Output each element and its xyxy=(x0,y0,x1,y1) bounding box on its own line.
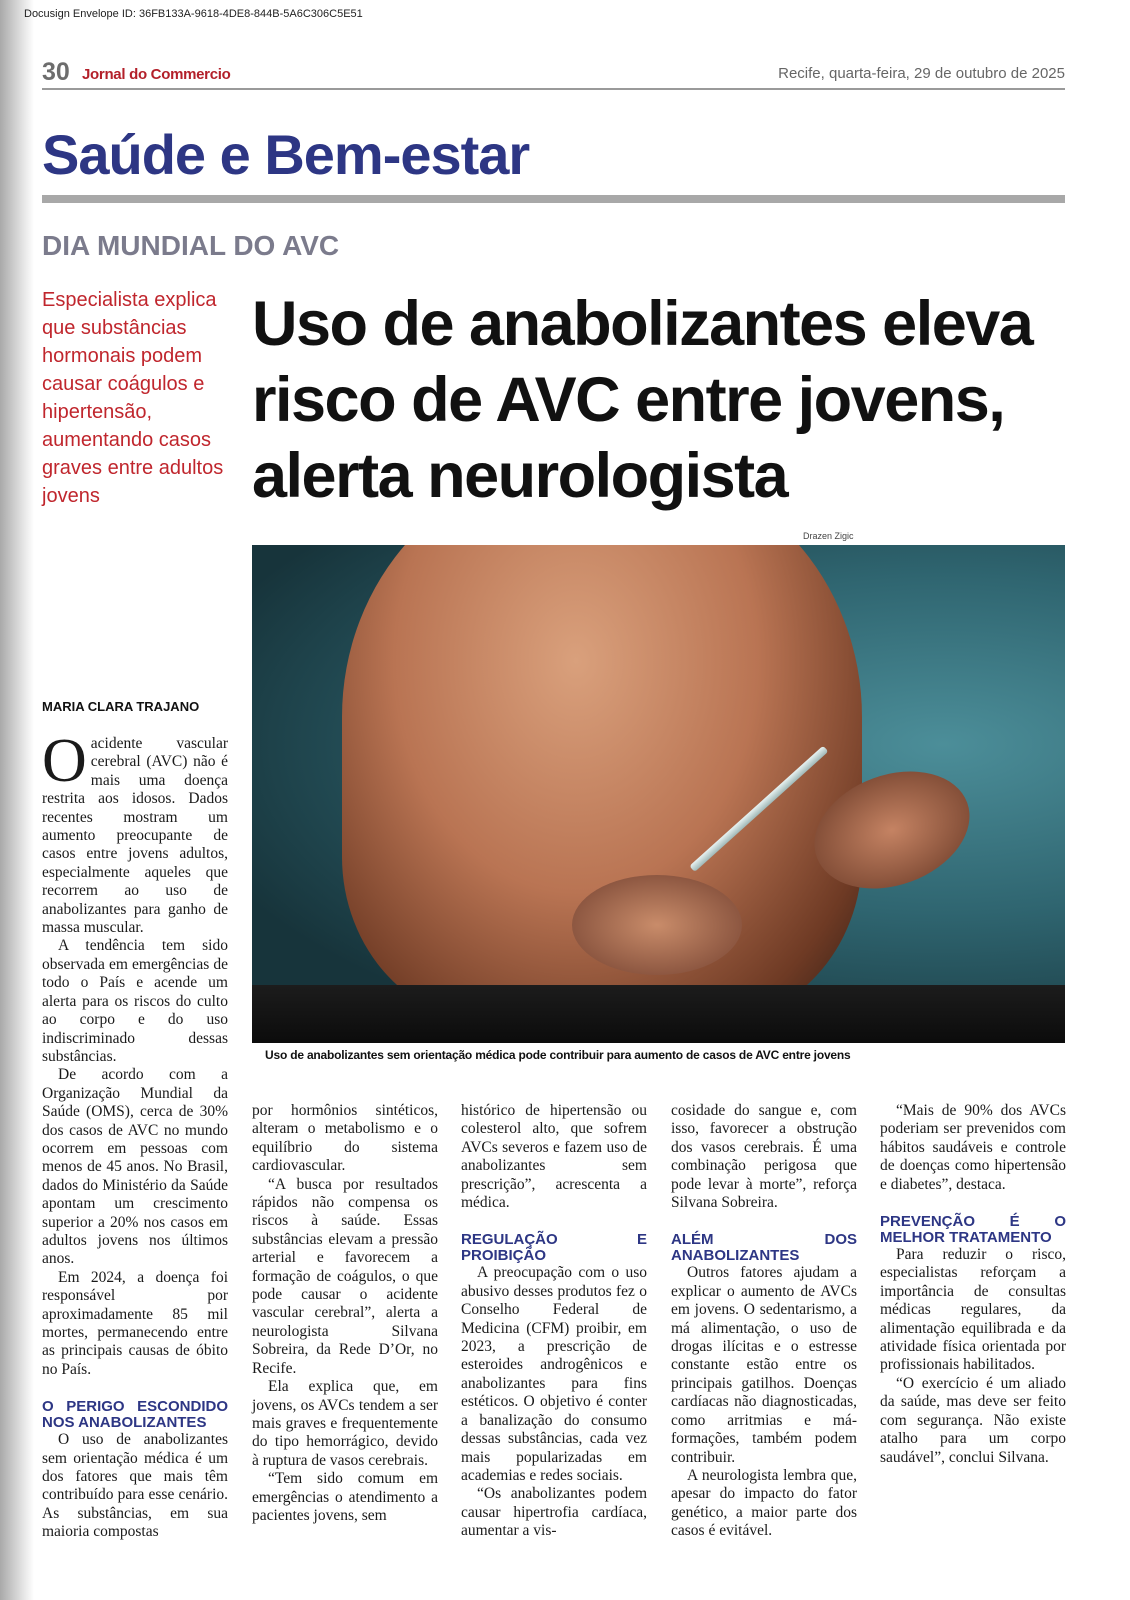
column-4 xyxy=(671,1102,857,1541)
masthead xyxy=(42,58,1065,90)
paragraph: cosidade do sangue e, com isso, favorecer a obstrução dos vasos cerebrais. É uma combinação perigosa que pode levar à morte”, reforça Silvana Sobreira. xyxy=(671,1102,857,1212)
paragraph: “O exercício é um aliado da saúde, mas deve ser feito com segurança. Não existe atalho para um corpo saudável”, conclui Silvana. xyxy=(880,1374,1066,1466)
paragraph: Outros fatores ajudam a explicar o aumento de AVCs em jovens. O sedentarismo, a má alimentação, o uso de drogas ilícitas e o estresse constante estão entre os principais gatilhos. Doenças cardíacas não diagnosticadas, como arritmias e má-formações, também podem contribuir. xyxy=(671,1264,857,1466)
photo-hand xyxy=(572,875,742,975)
paragraph: Em 2024, a doença foi responsável por aproximadamente 85 mil mortes, permanecendo entre as principais causas de óbito no País. xyxy=(42,1268,228,1378)
paragraph: “Tem sido comum em emergências o atendimento a pacientes jovens, sem xyxy=(252,1470,438,1524)
newspaper-name: Jornal do Commercio xyxy=(82,66,231,83)
paragraph: Para reduzir o risco, especialistas reforçam a importância de consultas médicas regulares, da alimentação equilibrada e da atividade física orientada por profissionais habilitados. xyxy=(880,1246,1066,1374)
byline: MARIA CLARA TRAJANO xyxy=(42,699,200,714)
paragraph: A neurologista lembra que, apesar do impacto do fator genético, a maior parte dos casos é evitável. xyxy=(671,1466,857,1540)
column-3 xyxy=(461,1102,647,1541)
paragraph: “Mais de 90% dos AVCs poderiam ser prevenidos com hábitos saudáveis e controle de doenças como hipertensão e diabetes”, destaca. xyxy=(880,1102,1066,1193)
paragraph: A preocupação com o uso abusivo desses produtos fez o Conselho Federal de Medicina (CFM) proibir, em 2023, a prescrição de esteroides androgênicos e anabolizantes para fins estéticos. O objetivo é conter a banalização do consumo dessas substâncias, cada vez mais popularizadas em academias e redes sociais. xyxy=(461,1264,647,1484)
drop-cap: O xyxy=(42,727,87,795)
paragraph: histórico de hipertensão ou colesterol alto, que sofrem AVCs severos e fazem uso de anabolizantes sem prescrição”, acrescenta a médica. xyxy=(461,1102,647,1212)
paragraph xyxy=(42,727,228,937)
kicker: DIA MUNDIAL DO AVC xyxy=(42,230,340,261)
article-photo xyxy=(252,545,1065,1043)
issue-date: Recife, quarta-feira, 29 de outubro de 2025 xyxy=(778,65,1065,82)
page-number: 30 xyxy=(42,58,70,86)
paragraph-text: acidente vascular cerebral (AVC) não é mais uma doença restrita aos idosos. Dados recentes mostram um aumento preocupante de casos entre jovens adultos, especialmente aqueles que recorrem ao uso de anabolizantes para ganho de massa muscular. xyxy=(42,735,228,937)
envelope-id: Docusign Envelope ID: 36FB133A-9618-4DE8-844B-5A6C306C5E51 xyxy=(24,8,363,20)
photo-shorts xyxy=(252,985,1065,1043)
photo-credit: Drazen Zigic xyxy=(803,531,854,541)
subheading: ALÉM DOS ANABOLIZANTES xyxy=(671,1231,857,1265)
paragraph: por hormônios sintéticos, alteram o metabolismo e o equilíbrio do sistema cardiovascular. xyxy=(252,1102,438,1175)
paragraph: A tendência tem sido observada em emergências de todo o País e acende um alerta para os riscos do culto ao corpo e do uso indiscriminado dessas substâncias. xyxy=(42,937,228,1065)
paragraph: Ela explica que, em jovens, os AVCs tendem a ser mais graves e frequentemente do tipo hemorrágico, devido à ruptura de vasos cerebrais. xyxy=(252,1378,438,1469)
deck-subheadline: Especialista explica que substâncias hormonais podem causar coágulos e hipertensão, aumentando casos graves entre adultos jovens xyxy=(42,289,224,507)
column-5 xyxy=(880,1102,1066,1467)
column-2 xyxy=(252,1102,438,1525)
paragraph: De acordo com a Organização Mundial da Saúde (OMS), cerca de 30% dos casos de AVC no mundo ocorrem em pessoas com menos de 45 anos. No Brasil, dados do Ministério da Saúde apontam um crescimento superior a 20% nos casos em adultos jovens nos últimos anos. xyxy=(42,1066,228,1268)
page-edge-shadow xyxy=(0,0,34,1600)
headline: Uso de anabolizantes eleva risco de AVC entre jovens, alerta neurologista xyxy=(252,289,1033,511)
paragraph: “A busca por resultados rápidos não compensa os riscos à saúde. Essas substâncias elevam a pressão arterial e favorecem a formação de coágulos, o que pode causar o acidente vascular cerebral”, alerta a neurologista Silvana Sobreira, da Rede D’Or, no Recife. xyxy=(252,1175,438,1377)
photo-caption: Uso de anabolizantes sem orientação médica pode contribuir para aumento de casos de AVC entre jovens xyxy=(265,1048,851,1062)
subheading: REGULAÇÃO E PROIBIÇÃO xyxy=(461,1231,647,1265)
paragraph: O uso de anabolizantes sem orientação médica é um dos fatores que mais têm contribuído para esse cenário. As substâncias, em sua maioria compostas xyxy=(42,1431,228,1541)
column-1 xyxy=(42,727,228,1542)
section-divider xyxy=(42,195,1065,203)
subheading: O PERIGO ESCONDIDO NOS ANABOLIZANTES xyxy=(42,1398,228,1432)
section-title: Saúde e Bem-estar xyxy=(42,123,530,186)
paragraph: “Os anabolizantes podem causar hipertrofia cardíaca, aumentar a vis- xyxy=(461,1485,647,1540)
subheading: PREVENÇÃO É O MELHOR TRATAMENTO xyxy=(880,1213,1066,1247)
